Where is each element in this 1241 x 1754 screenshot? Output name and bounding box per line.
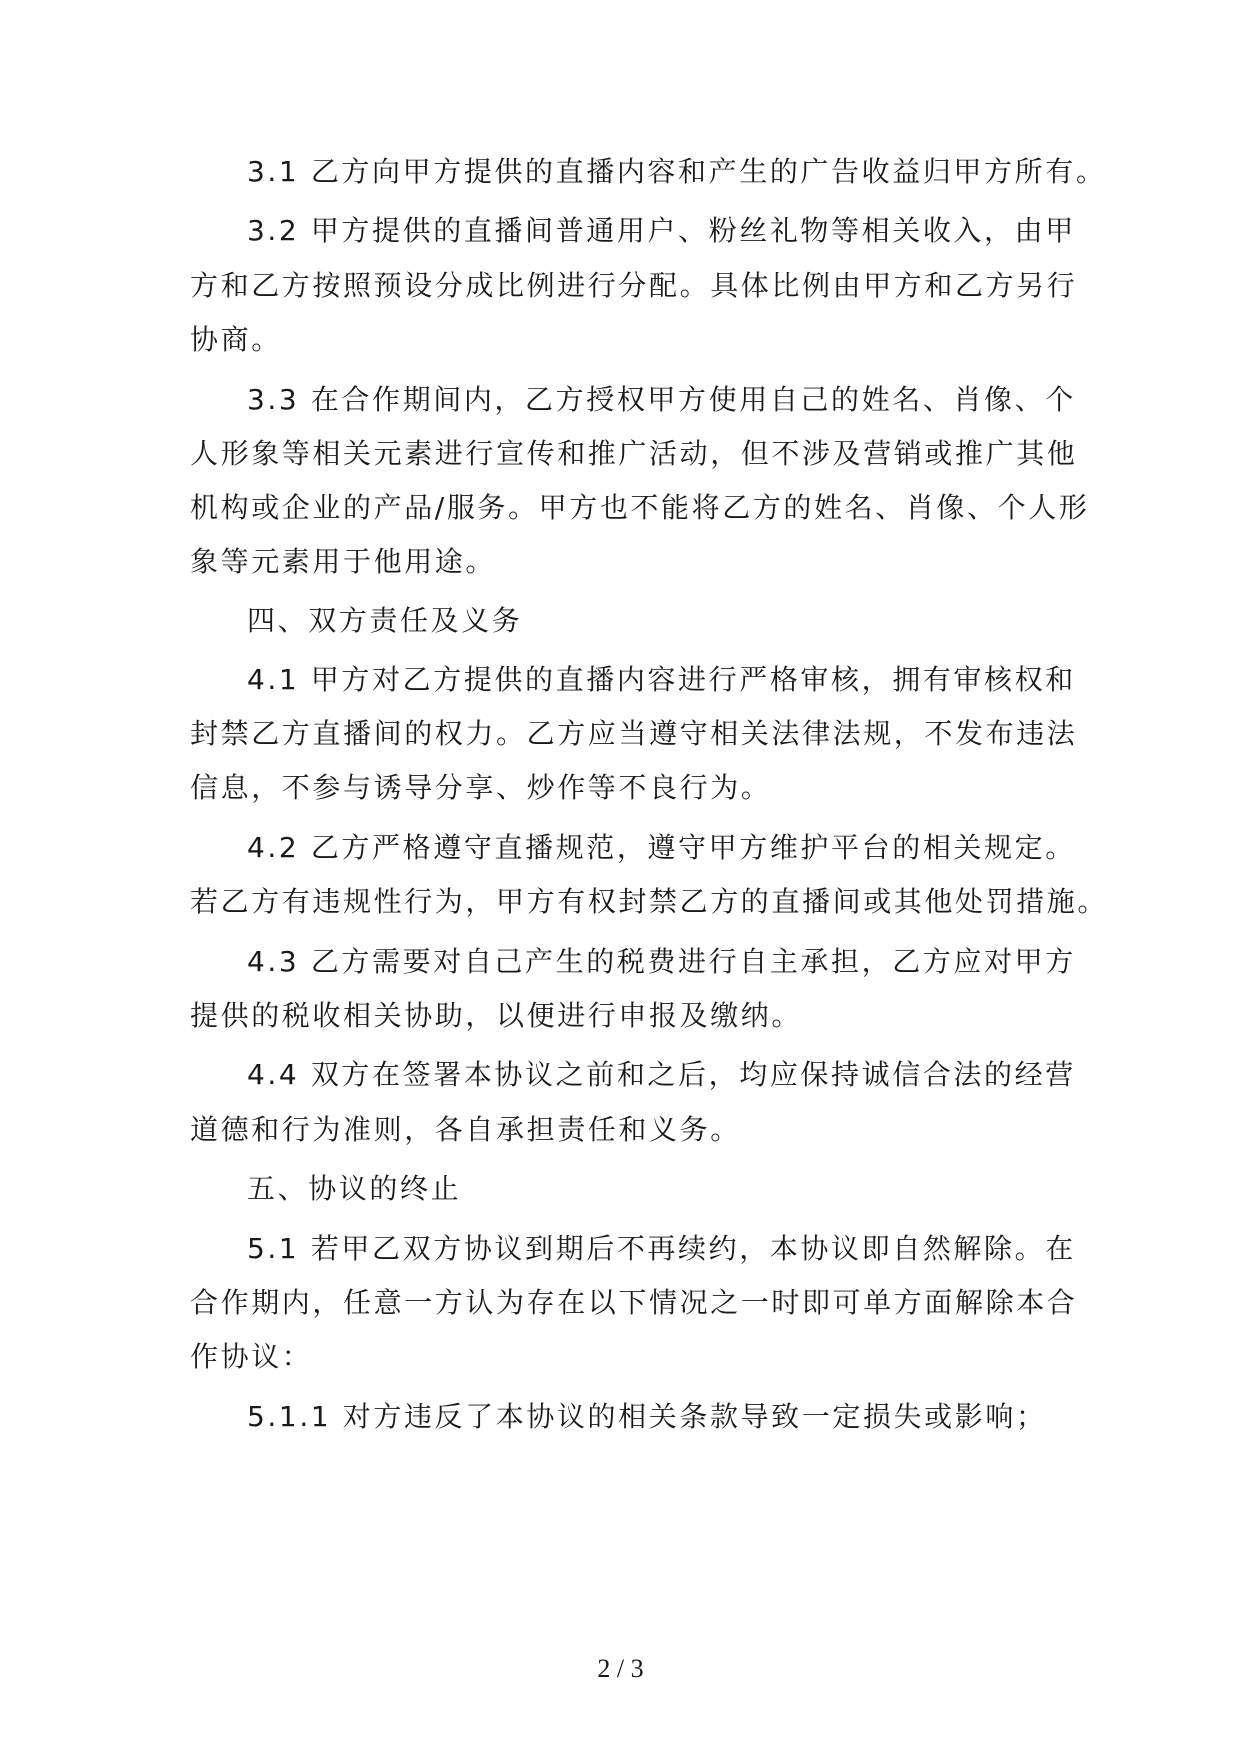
- paragraph-5-1-1-line-1: 5.1.1 对方违反了本协议的相关条款导致一定损失或影响；: [247, 1400, 1047, 1433]
- paragraph-3-3-line-3: 机构或企业的产品/服务。甲方也不能将乙方的姓名、肖像、个人形: [190, 491, 1090, 524]
- paragraph-5-1-line-3: 作协议：: [190, 1340, 313, 1373]
- page-number: 2 / 3: [597, 1654, 644, 1683]
- paragraph-3-2-line-1: 3.2 甲方提供的直播间普通用户、粉丝礼物等相关收入，由甲: [247, 214, 1076, 247]
- paragraph-4-3-line-1: 4.3 乙方需要对自己产生的税费进行自主承担，乙方应对甲方: [247, 945, 1076, 978]
- paragraph-5-1-line-1: 5.1 若甲乙双方协议到期后不再续约，本协议即自然解除。在: [247, 1232, 1076, 1265]
- paragraph-4-2-line-2: 若乙方有违规性行为，甲方有权封禁乙方的直播间或其他处罚措施。: [190, 885, 1109, 918]
- paragraph-3-1-line-1: 3.1 乙方向甲方提供的直播内容和产生的广告收益归甲方所有。: [247, 155, 1107, 188]
- paragraph-4-1-line-1: 4.1 甲方对乙方提供的直播内容进行严格审核，拥有审核权和: [247, 663, 1076, 696]
- paragraph-4-1-line-2: 封禁乙方直播间的权力。乙方应当遵守相关法律法规，不发布违法: [190, 717, 1078, 750]
- paragraph-3-3-line-1: 3.3 在合作期间内，乙方授权甲方使用自己的姓名、肖像、个: [247, 383, 1076, 416]
- section-heading-5: 五、协议的终止: [247, 1172, 462, 1205]
- paragraph-4-2-line-1: 4.2 乙方严格遵守直播规范，遵守甲方维护平台的相关规定。: [247, 831, 1076, 864]
- paragraph-4-4-line-1: 4.4 双方在签署本协议之前和之后，均应保持诚信合法的经营: [247, 1058, 1076, 1091]
- paragraph-3-2-line-2: 方和乙方按照预设分成比例进行分配。具体比例由甲方和乙方另行: [190, 269, 1078, 302]
- paragraph-3-3-line-4: 象等元素用于他用途。: [190, 545, 497, 578]
- paragraph-4-3-line-2: 提供的税收相关协助，以便进行申报及缴纳。: [190, 999, 803, 1032]
- paragraph-3-3-line-2: 人形象等相关元素进行宣传和推广活动，但不涉及营销或推广其他: [190, 437, 1078, 470]
- section-heading-4: 四、双方责任及义务: [247, 604, 523, 637]
- paragraph-4-1-line-3: 信息，不参与诱导分享、炒作等不良行为。: [190, 771, 772, 804]
- paragraph-4-4-line-2: 道德和行为准则，各自承担责任和义务。: [190, 1113, 741, 1146]
- paragraph-5-1-line-2: 合作期内，任意一方认为存在以下情况之一时即可单方面解除本合: [190, 1286, 1078, 1319]
- paragraph-3-2-line-3: 协商。: [190, 323, 282, 356]
